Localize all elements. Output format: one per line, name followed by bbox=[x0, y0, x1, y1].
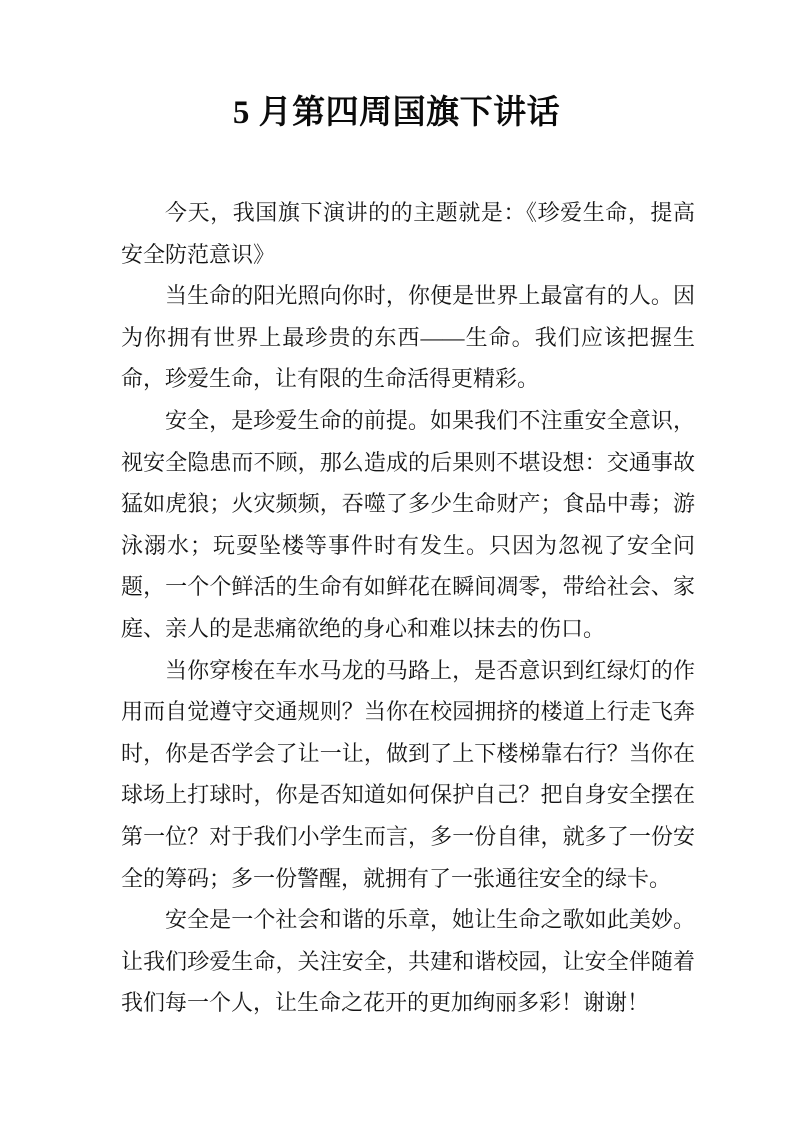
paragraph-traffic-school: 当你穿梭在车水马龙的马路上，是否意识到红绿灯的作用而自觉遵守交通规则？当你在校园拥挤的楼道上行走飞奔时，你是否学会了让一让，做到了上下楼梯靠右行？当你在球场上打球时，你是否知道如何保护自己？把自身安全摆在第一位？对于我们小学生而言，多一份自律，就多了一份安全的筹码；多一份警醒，就拥有了一张通往安全的绿卡。 bbox=[121, 657, 695, 891]
paragraph-safety-premise: 安全，是珍爱生命的前提。如果我们不注重安全意识，视安全隐患而不顾，那么造成的后果则不堪设想：交通事故猛如虎狼；火灾频频，吞噬了多少生命财产；食品中毒；游泳溺水；玩耍坠楼等事件时有发生。只因为忽视了安全问题，一个个鲜活的生命有如鲜花在瞬间凋零，带给社会、家庭、亲人的是悲痛欲绝的身心和难以抹去的伤口。 bbox=[121, 407, 695, 641]
paragraph-closing: 安全是一个社会和谐的乐章，她让生命之歌如此美妙。让我们珍爱生命，关注安全，共建和谐校园，让安全伴随着我们每一个人，让生命之花开的更加绚丽多彩！谢谢！ bbox=[121, 907, 695, 1016]
paragraph-theme: 今天，我国旗下演讲的的主题就是：《珍爱生命，提高安全防范意识》 bbox=[121, 200, 695, 267]
document-title: 5 月第四周国旗下讲话 bbox=[232, 95, 561, 131]
paragraph-life-sunshine: 当生命的阳光照向你时，你便是世界上最富有的人。因为你拥有世界上最珍贵的东西——生命。我们应该把握生命，珍爱生命，让有限的生命活得更精彩。 bbox=[121, 283, 695, 392]
document-body bbox=[121, 192, 695, 1024]
